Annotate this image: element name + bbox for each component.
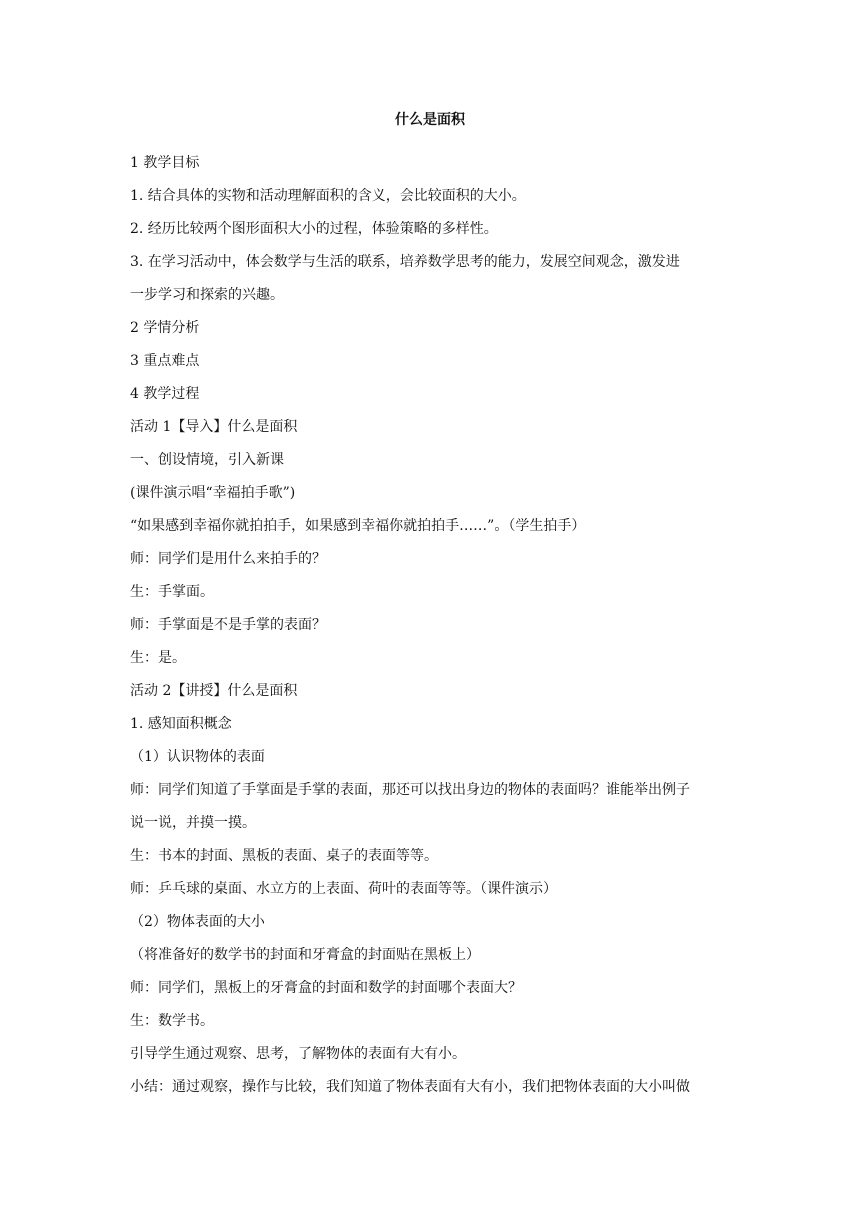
text-line: 师：同学们，黑板上的牙膏盒的封面和数学的封面哪个表面大？ [130, 980, 522, 996]
text-line: (课件演示唱“幸福拍手歌”) [130, 485, 296, 501]
text-line: 生：手掌面。 [130, 584, 214, 600]
text-line: 小结：通过观察，操作与比较，我们知道了物体表面有大有小，我们把物体表面的大小叫做 [130, 1079, 690, 1095]
text-line: 说一说，并摸一摸。 [130, 815, 256, 831]
text-line: 3 重点难点 [130, 353, 200, 369]
document-title: 什么是面积 [395, 112, 465, 128]
document-body [130, 147, 735, 1104]
text-line: 生：书本的封面、黑板的表面、桌子的表面等等。 [130, 848, 438, 864]
text-line: 师：同学们是用什么来拍手的？ [130, 551, 326, 567]
text-line: 一、创设情境，引入新课 [130, 452, 284, 468]
text-line: （将准备好的数学书的封面和牙膏盒的封面贴在黑板上） [130, 947, 480, 963]
text-line: 生：是。 [130, 650, 186, 666]
text-line: 2. 经历比较两个图形面积大小的过程，体验策略的多样性。 [130, 221, 498, 237]
text-line: 1 教学目标 [130, 155, 200, 171]
text-line: 1. 感知面积概念 [130, 716, 232, 732]
text-line: 2 学情分析 [130, 320, 200, 336]
text-line: 引导学生通过观察、思考，了解物体的表面有大有小。 [130, 1046, 466, 1062]
text-line: 4 教学过程 [130, 386, 200, 402]
text-line: 师：手掌面是不是手掌的表面？ [130, 617, 326, 633]
text-line: 一步学习和探索的兴趣。 [130, 287, 284, 303]
text-line: 生：数学书。 [130, 1013, 214, 1029]
text-line: “如果感到幸福你就拍拍手，如果感到幸福你就拍拍手……”。（学生拍手） [130, 518, 586, 534]
text-line: 3. 在学习活动中，体会数学与生活的联系，培养数学思考的能力，发展空间观念，激发进 [130, 254, 680, 270]
text-line: 活动 1【导入】什么是面积 [130, 419, 298, 435]
text-line: 师：乒乓球的桌面、水立方的上表面、荷叶的表面等等。（课件演示） [130, 881, 557, 897]
text-line: 活动 2【讲授】什么是面积 [130, 683, 298, 699]
text-line: 1. 结合具体的实物和活动理解面积的含义，会比较面积的大小。 [130, 188, 526, 204]
text-line: （2）物体表面的大小 [130, 914, 265, 930]
text-line: 师：同学们知道了手掌面是手掌的表面，那还可以找出身边的物体的表面吗？谁能举出例子 [130, 782, 690, 798]
text-line: （1）认识物体的表面 [130, 749, 265, 765]
